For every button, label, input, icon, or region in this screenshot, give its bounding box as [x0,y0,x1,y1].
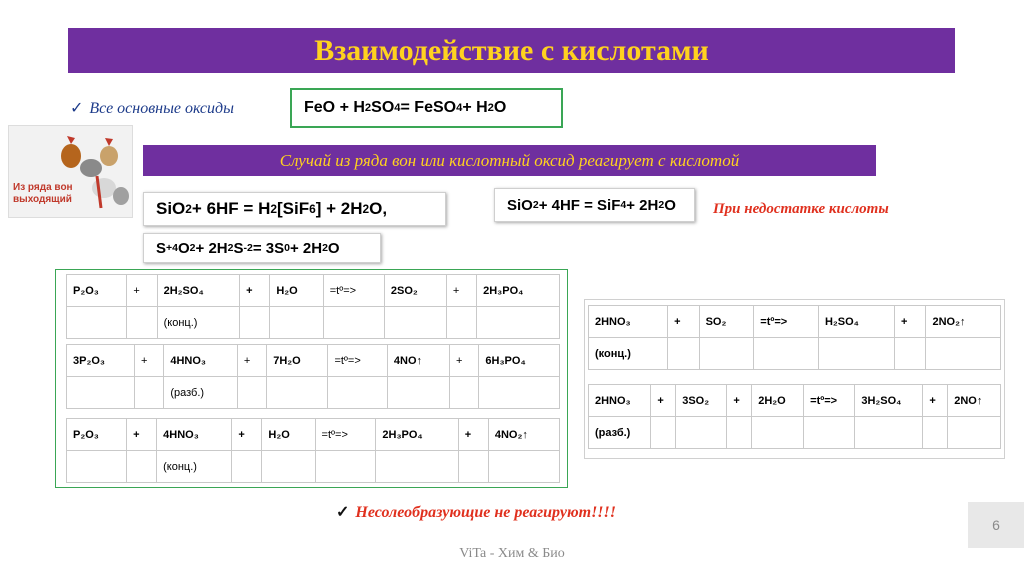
table-row: 3P₂O₃ + 4HNO₃ + 7H₂O =tº=> 4NO↑ + 6H₃PO₄ [67,345,560,377]
lack-of-acid-note: При недостатке кислоты [713,201,889,217]
checkmark-icon: ✓ [70,100,84,117]
feo-equation: FeO + H 2 SO 4 = FeSO 4 + H 2 O [290,88,563,128]
sif6-equation: SiO 2 + 6HF = H 2 [SiF 6 ] + 2H 2 O, [143,192,446,226]
slide-title: Взаимодействие с кислотами [68,28,955,73]
sif4-equation: SiO 2 + 4HF = SiF 4 + 2H 2 O [494,188,695,222]
table-row: P₂O₃ + 4HNO₃ + H₂O =tº=> 2H₃PO₄ + 4NO₂↑ [67,419,560,451]
table-row: (разб.) [67,377,560,409]
basic-oxides-label: Все основные оксиды [89,100,234,117]
footer-text: ViTa - Хим & Био [459,546,565,561]
table-row: 2HNO₃ + 3SO₂ + 2H₂O =tº=> 3H₂SO₄ + 2NO↑ [589,385,1001,417]
table-row: P₂O₃ + 2H₂SO₄ + H₂O =tº=> 2SO₂ + 2H₃PO₄ [67,275,560,307]
sulfur-equation: S +4 O 2 + 2H 2 S -2 = 3S 0 + 2H 2 O [143,233,381,263]
page-number: 6 [968,502,1024,548]
out-of-ordinary-picture [8,125,133,218]
non-salt-forming-note: ✓ Несолеобразующие не реагируют!!!! [336,504,616,521]
table-row: 2HNO₃ + SO₂ =tº=> H₂SO₄ + 2NO₂↑ [589,306,1001,338]
picture-caption: Из ряда вон выходящий [13,182,73,205]
so2-hno3-conc-table [588,305,1001,370]
table-row: (конц.) [67,451,560,483]
table-row: (разб.) [589,417,1001,449]
checkmark-icon: ✓ [336,504,350,521]
table-row: (конц.) [67,307,560,339]
p2o3-hno3-dilute-table [66,344,560,409]
case-subtitle: Случай из ряда вон или кислотный оксид реагирует с кислотой [143,145,876,176]
basic-oxides-line [70,98,234,118]
p2o3-h2so4-table [66,274,560,339]
so2-hno3-dilute-table [588,384,1001,449]
p2o3-hno3-conc-table [66,418,560,483]
table-row: (конц.) [589,338,1001,370]
